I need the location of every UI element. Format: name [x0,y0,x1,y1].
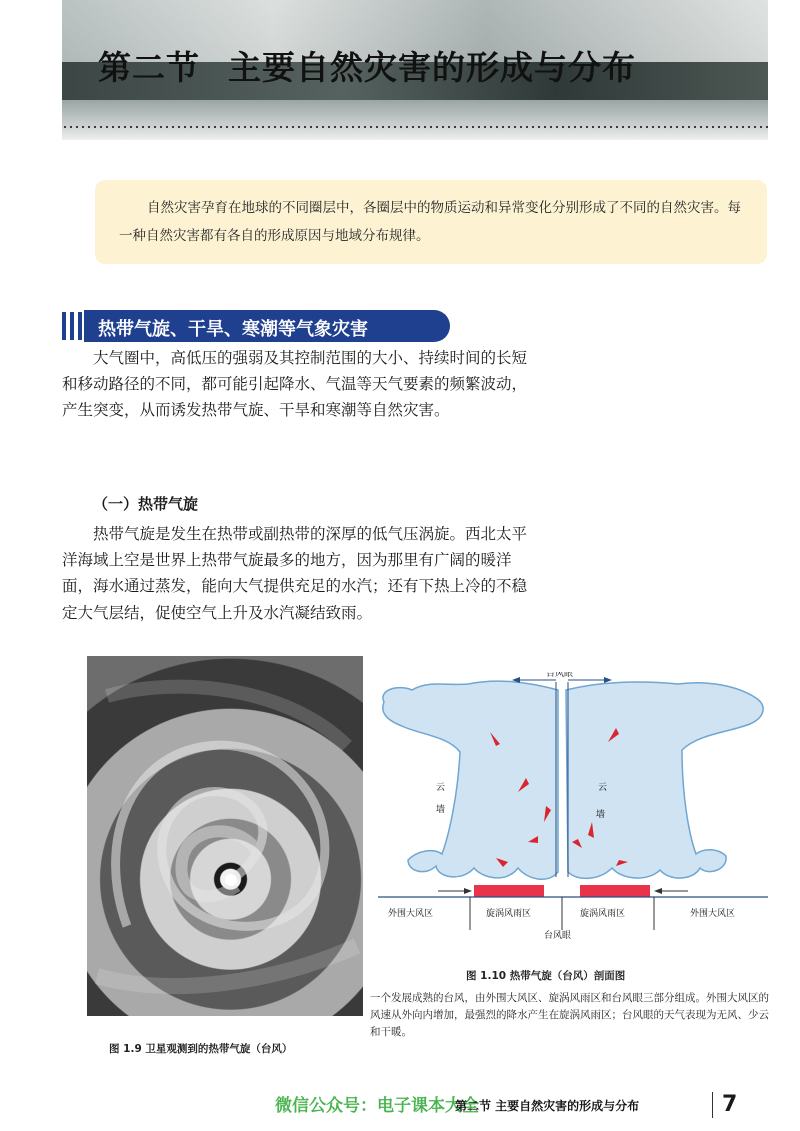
label-spiral-left: 旋涡风雨区 [486,909,532,919]
intro-text: 自然灾害孕育在地球的不同圈层中，各圈层中的物质运动和异常变化分别形成了不同的自然灾害。每一种自然灾害都有各自的形成原因与地域分布规律。 [119,200,741,244]
paragraph-atmosphere: 大气圈中，高低压的强弱及其控制范围的大小、持续时间的长短和移动路径的不同，都可能引起降水、气温等天气要素的频繁波动，产生突变，从而诱发热带气旋、干旱和寒潮等自然灾害。 [62,349,528,420]
rain-band-right [580,885,650,897]
running-title: 第二节 主要自然灾害的形成与分布 [455,1099,640,1113]
label-eye-top: 台风眼 [546,672,574,679]
typhoon-cross-section-diagram [378,672,768,942]
section-heading-text: 热带气旋、干旱、寒潮等气象灾害 [98,319,368,340]
figure-1-9-caption: 图 1.9 卫星观测到的热带气旋（台风） [109,1043,293,1055]
section-number: 第二节 [98,48,200,87]
label-outer-left: 外围大风区 [388,909,434,919]
watermark: 微信公众号：电子课本大全 [275,1096,479,1116]
paragraph-tropical-cyclone: 热带气旋是发生在热带或副热带的深厚的低气压涡旋。西北太平洋海域上空是世界上热带气旋最多的地方，因为那里有广阔的暖洋面，海水通过蒸发，能向大气提供充足的水汽；还有下热上冷的不稳定大气层结，促使空气上升及水汽凝结致雨。 [62,525,528,622]
section-title [98,42,636,89]
label-cloud-left-2: 墙 [436,805,446,815]
banner-water [62,100,768,140]
figure-1-10-caption: 图 1.10 热带气旋（台风）剖面图 [466,970,626,982]
label-spiral-right: 旋涡风雨区 [580,909,626,919]
section-heading [62,310,452,342]
footer-divider [712,1092,713,1118]
chapter-banner [62,0,768,140]
cloud-mass-left [383,681,558,879]
subheading-tropical-cyclone: （一）热带气旋 [93,495,199,513]
cloud-mass-right [566,682,763,878]
rain-band-left [474,885,544,897]
figure-1-10-description: 一个发展成熟的台风，由外围大风区、旋涡风雨区和台风眼三部分组成。外围大风区的风速从外向内增加，最强烈的降水产生在旋涡风雨区；台风眼的天气表现为无风、少云和干暖。 [370,992,769,1038]
label-outer-right: 外围大风区 [690,909,736,919]
intro-box [95,180,767,264]
label-cloud-right-1: 云 [598,783,608,793]
label-eye-bottom: 台风眼 [544,931,572,941]
page-number: 7 [722,1092,738,1117]
label-cloud-left-1: 云 [436,783,446,793]
heading-pill [84,310,450,342]
section-title-text: 主要自然灾害的形成与分布 [228,48,636,87]
label-cloud-right-2: 墙 [596,810,606,820]
heading-bars-decoration [62,312,82,340]
banner-dotted-rule [62,125,768,129]
satellite-typhoon-image [87,656,363,1016]
typhoon-eye [225,874,237,886]
